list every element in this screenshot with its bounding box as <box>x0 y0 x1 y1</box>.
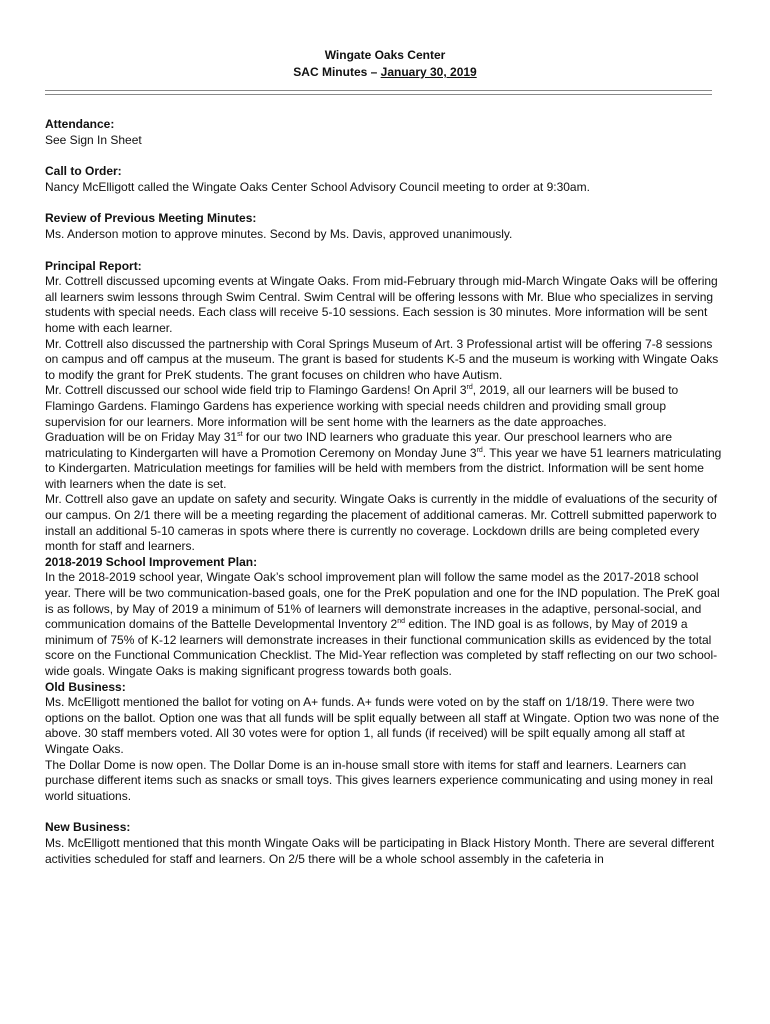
sip-text <box>45 570 725 679</box>
new-business-text: Ms. McElligott mentioned that this month Wingate Oaks will be participating in Black History Month. There are several different activities scheduled for staff and learners. On 2/5 there will be a whole school assembly in the cafeteria in <box>45 835 715 866</box>
principal-paragraph-graduation <box>45 430 725 492</box>
old-business-dollar-dome: The Dollar Dome is now open. The Dollar Dome is an in-house small store with items for staff and learners. Learners can purchase different items such as snacks or small toys. This gives learners experience communicating and using money in real world situations. <box>45 757 713 803</box>
text-run: edition. The IND goal is as follows, by May of 2019 a minimum of 75% of K-12 learners will demonstrate increases in their functional communication skills as evidenced by the total score on the Functional Communication Checklist. The Mid-Year reflection was completed by staff reflecting on our two school-wide goals. Wingate Oaks is making significant progress towards both goals. <box>45 617 718 678</box>
old-business-ballot: Ms. McElligott mentioned the ballot for voting on A+ funds. A+ funds were voted on by the staff on 1/18/19. There were two options on the ballot. Option one was that all funds will be split equally between all staff at Wingate. Option two was none of the above. 30 staff members voted. All 30 votes were for option 1, all funds (if received) will be spilt equally among all staff at Wingate Oaks. <box>45 695 720 756</box>
text-run: , 2019, all our learners will be bused to Flamingo Gardens. Flamingo Gardens has experience working with special needs children and providing small group supervision for our learners. More information will be sent home with the learners as the date approaches. <box>45 383 679 429</box>
principal-paragraph-field-trip <box>45 383 725 430</box>
text-run: Graduation will be on Friday May 31 <box>45 430 238 445</box>
header-divider <box>45 90 712 95</box>
superscript: rd <box>476 446 483 454</box>
superscript: st <box>237 431 243 439</box>
superscript: rd <box>466 384 473 392</box>
call-to-order-text: Nancy McElligott called the Wingate Oaks Center School Advisory Council meeting to order at 9:30am. <box>45 179 590 194</box>
text-run: . This year we have 51 learners matriculating to Kindergarten. Matriculation meetings for families will be held with members from the district. Information will be sent home with learners when the date is set. <box>45 445 722 491</box>
old-business-heading: Old Business: <box>45 679 126 694</box>
previous-minutes-text: Ms. Anderson motion to approve minutes. Second by Ms. Davis, approved unanimously. <box>45 226 513 241</box>
text-run: for our two IND learners who graduate this year. Our preschool learners who are matriculating to Kindergarten will have a Promotion Ceremony on Monday June 3 <box>45 430 673 460</box>
principal-report-heading: Principal Report: <box>45 258 142 273</box>
superscript: nd <box>397 618 405 626</box>
previous-minutes-heading: Review of Previous Meeting Minutes: <box>45 211 257 226</box>
principal-paragraph-swim: Mr. Cottrell discussed upcoming events at Wingate Oaks. From mid-February through mid-March Wingate Oaks will be offering all learners swim lessons through Swim Central. Swim Central will be offering lessons with Mr. Blue who specializes in serving students with special needs. Each class will receive 5-10 sessions. Each session is 30 minutes. More information will be sent home with each learner. <box>45 274 718 335</box>
principal-paragraph-security: Mr. Cottrell also gave an update on safety and security. Wingate Oaks is currently in the middle of evaluations of the security of our campus. On 2/1 there will be a meeting regarding the placement of additional cameras. Mr. Cottrell submitted paperwork to install an additional 5-10 cameras in spots where there is currently no coverage. Lockdown drills are being completed every month for staff and learners. <box>45 492 718 554</box>
principal-paragraph-museum: Mr. Cottrell also discussed the partnership with Coral Springs Museum of Art. 3 Professional artist will be offering 7-8 sessions on campus and off campus at the museum. The grant is based for students K-5 and the museum is working with Wingate Oaks to modify the grant for PreK students. The grant focuses on children who have Autism. <box>45 336 719 382</box>
attendance-heading: Attendance: <box>45 117 115 131</box>
minutes-body <box>45 117 725 867</box>
center-name: Wingate Oaks Center <box>324 48 446 62</box>
new-business-heading: New Business: <box>45 820 131 835</box>
meeting-date: January 30, 2019 <box>380 65 477 79</box>
call-to-order-heading: Call to Order: <box>45 164 122 179</box>
text-run: Mr. Cottrell discussed our school wide field trip to Flamingo Gardens! On April 3 <box>45 383 467 398</box>
sip-heading: 2018-2019 School Improvement Plan: <box>45 554 258 569</box>
text-run: In the 2018-2019 school year, Wingate Oak’s school improvement plan will follow the same model as the 2017-2018 school year. There will be two communication-based goals, one for the PreK population and one for the IND population. The PreK goal is as follows, by May of 2019 a minimum of 51% of learners will demonstrate increases in the adaptive, personal-social, and communication domains of the Battelle Developmental Inventory 2 <box>45 570 720 632</box>
minutes-label: SAC Minutes – <box>293 65 381 79</box>
minutes-title <box>0 64 770 81</box>
document-header <box>0 47 770 81</box>
attendance-text: See Sign In Sheet <box>45 132 142 147</box>
